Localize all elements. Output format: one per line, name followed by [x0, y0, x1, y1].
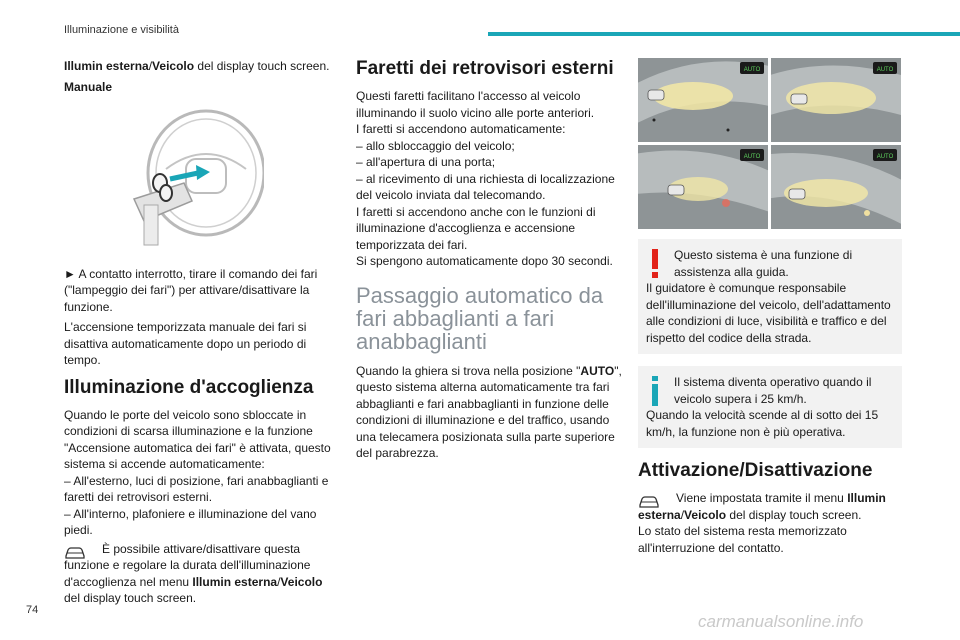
mirror-lamps-title: Faretti dei retrovisori esterni — [356, 58, 614, 79]
illustration-3 — [638, 145, 768, 229]
mirror-item-1: – allo sbloccaggio del veicolo; — [356, 138, 515, 153]
svg-text:AUTO: AUTO — [876, 67, 894, 73]
mirror-text-2: I faretti si accendono automaticamente: — [356, 122, 566, 136]
manual-label: Manuale — [64, 79, 113, 94]
info-text-1: Il sistema diventa operativo quando il veicolo supera i 25 km/h. — [674, 375, 872, 406]
auto-beam-text: Quando la ghiera si trova nella posizione "AUTO", questo sistema alterna automaticamente tra fari abbaglianti e fari anabbaglianti in funzione delle condizioni di illuminazione e del traffico, usando una telecamera posizionata sulla parte superiore del parabrezza. — [356, 363, 622, 460]
mirror-text-4: Si spengono automaticamente dopo 30 secondi. — [356, 254, 613, 268]
column-right — [638, 58, 902, 560]
illustration-4 — [771, 145, 901, 229]
welcome-lighting-title: Illuminazione d'accoglienza — [64, 376, 314, 398]
info-box — [638, 366, 902, 448]
activation-note — [638, 490, 902, 523]
steering-wheel-illustration — [114, 109, 264, 247]
welcome-item-2: – All'interno, plafoniere e illuminazione del vano piedi. — [64, 506, 317, 537]
note-text: È possibile attivare/disattivare questa funzione e regolare la durata dell'illuminazione d'accoglienza nel menu Illumin esterna/Veicolo del display touch screen. — [64, 541, 323, 605]
warning-text-2: Il guidatore è comunque responsabile dell'illuminazione del veicolo, dell'adattamento alle condizioni di luce, visibilità e traffico e del rispetto del codice della strada. — [646, 281, 891, 345]
welcome-item-1: – All'esterno, luci di posizione, fari anabbaglianti e faretti dei retrovisori esterni. — [64, 473, 329, 504]
intro-text: Illumin esterna/Veicolo del display touch screen. — [64, 59, 330, 73]
warning-text-1: Questo sistema è una funzione di assistenza alla guida. — [674, 248, 853, 279]
info-text-2: Quando la velocità scende al di sotto dei 15 km/h, la funzione non è più operativa. — [646, 408, 879, 439]
activation-title: Attivazione/Disattivazione — [638, 460, 873, 481]
column-middle — [356, 58, 624, 466]
watermark: carmanualsonline.info — [698, 612, 864, 631]
mirror-item-3: – al ricevimento di una richiesta di localizzazione del veicolo inviata dal telecomando. — [356, 171, 615, 202]
manual-text-1: ► A contatto interrotto, tirare il comando dei fari ("lampeggio dei fari") per attivare/disattivare la funzione. — [64, 266, 318, 314]
header-title: Illuminazione e visibilità — [64, 24, 179, 36]
warning-box — [638, 239, 902, 354]
illustration-1 — [638, 58, 768, 142]
car-icon — [638, 494, 660, 510]
svg-text:AUTO: AUTO — [743, 154, 761, 160]
activation-text: Viene impostata tramite il menu Illumin esterna/Veicolo del display touch screen. — [638, 491, 886, 522]
auto-beam-illustrations — [638, 58, 902, 229]
illustration-2 — [771, 58, 901, 142]
mirror-item-2: – all'apertura di una porta; — [356, 155, 496, 169]
warning-exclamation-icon — [648, 249, 662, 279]
welcome-note — [64, 541, 332, 607]
activation-text-2: Lo stato del sistema resta memorizzato all'interruzione del contatto. — [638, 524, 847, 555]
header-accent-bar — [488, 32, 960, 36]
mirror-text-3: I faretti si accendono anche con le funzioni di illuminazione d'accoglienza e accensione temporizzata dei fari. — [356, 204, 596, 252]
car-icon — [64, 545, 86, 561]
manual-text-2: L'accensione temporizzata manuale dei fari si disattiva automaticamente dopo un periodo di tempo. — [64, 320, 307, 367]
page-number: 74 — [26, 604, 39, 616]
auto-beam-title: Passaggio automatico da fari abbaglianti a fari anabbaglianti — [356, 282, 604, 354]
page-header — [0, 0, 960, 40]
mirror-text-1: Questi faretti facilitano l'accesso al veicolo illuminando il suolo vicino alle porte anteriori. — [356, 89, 595, 120]
svg-text:AUTO: AUTO — [876, 154, 894, 160]
info-icon — [648, 376, 662, 406]
column-left — [64, 58, 332, 611]
svg-text:AUTO: AUTO — [743, 67, 761, 73]
welcome-text: Quando le porte del veicolo sono sbloccate in condizioni di scarsa illuminazione e la funzione "Accensione automatica dei fari" è attivata, questo sistema si accende automaticamente: — [64, 407, 331, 471]
